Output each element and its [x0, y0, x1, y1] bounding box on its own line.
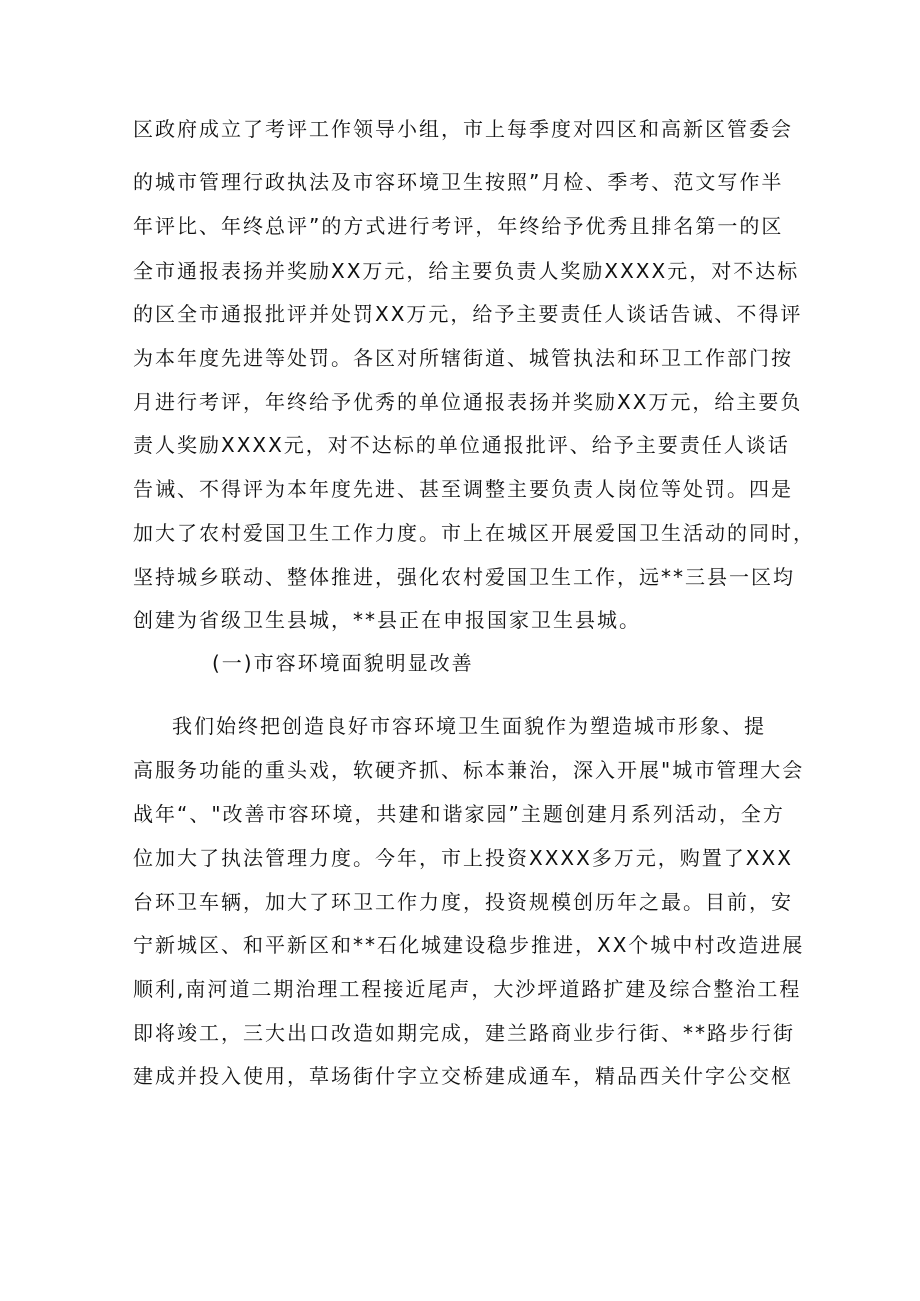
paragraph-line: 宁新城区、和平新区和**石化城建设稳步推进，XX个城中村改造进展: [133, 933, 805, 957]
paragraph-line: 战年“、"改善市容环境，共建和谐家园”主题创建月系列活动，全方: [133, 802, 785, 826]
paragraph-line: 创建为省级卫生县城，**县正在申报国家卫生县城。: [133, 608, 641, 632]
section-heading: (一)市容环境面貌明显改善: [212, 651, 474, 675]
paragraph-line: 台环卫车辆，加大了环卫工作力度，投资规模创历年之最。目前，安: [133, 890, 793, 914]
paragraph-line: 全市通报表扬并奖励XX万元，给主要负责人奖励XXXX元，对不达标: [133, 259, 800, 283]
paragraph-line: 的城市管理行政执法及市容环境卫生按照”月检、季考、范文写作半: [133, 170, 784, 194]
paragraph-line: 坚持城乡联动、整体推进，强化农村爱国卫生工作，远**三县一区均: [133, 565, 795, 589]
paragraph-line: 为本年度先进等处罚。各区对所辖街道、城管执法和环卫工作部门按: [133, 346, 793, 370]
paragraph-line: 建成并投入使用，草场街什字立交桥建成通车，精品西关什字公交枢: [133, 1064, 793, 1088]
paragraph-line: 责人奖励XXXX元，对不达标的单位通报批评、给予主要责任人谈话: [133, 433, 790, 457]
paragraph-line: 年评比、年终总评”的方式进行考评，年终给予优秀且排名第一的区: [133, 214, 784, 238]
paragraph-line: 加大了农村爱国卫生工作力度。市上在城区开展爱国卫生活动的同时，: [133, 521, 815, 545]
paragraph-line: 位加大了执法管理力度。今年，市上投资XXXX多万元，购置了XXX: [133, 846, 793, 870]
paragraph-line: 顺利,南河道二期治理工程接近尾声，大沙坪道路扩建及综合整治工程: [133, 977, 802, 1001]
paragraph-line: 告诫、不得评为本年度先进、甚至调整主要负责人岗位等处罚。四是: [133, 477, 793, 501]
paragraph-line: 月进行考评，年终给予优秀的单位通报表扬并奖励XX万元，给主要负: [133, 390, 803, 414]
paragraph-line: 的区全市通报批评并处罚XX万元，给予主要责任人谈话告诫、不得评: [133, 302, 803, 326]
paragraph-line: 区政府成立了考评工作领导小组，市上每季度对四区和高新区管委会: [133, 117, 793, 141]
paragraph-line: 即将竣工，三大出口改造如期完成，建兰路商业步行街、**路步行街: [133, 1021, 795, 1045]
paragraph-line: 我们始终把创造良好市容环境卫生面貌作为塑造城市形象、提: [172, 714, 766, 738]
paragraph-line: 高服务功能的重头戏，软硬齐抓、标本兼治，深入开展"城市管理大会: [133, 758, 805, 782]
